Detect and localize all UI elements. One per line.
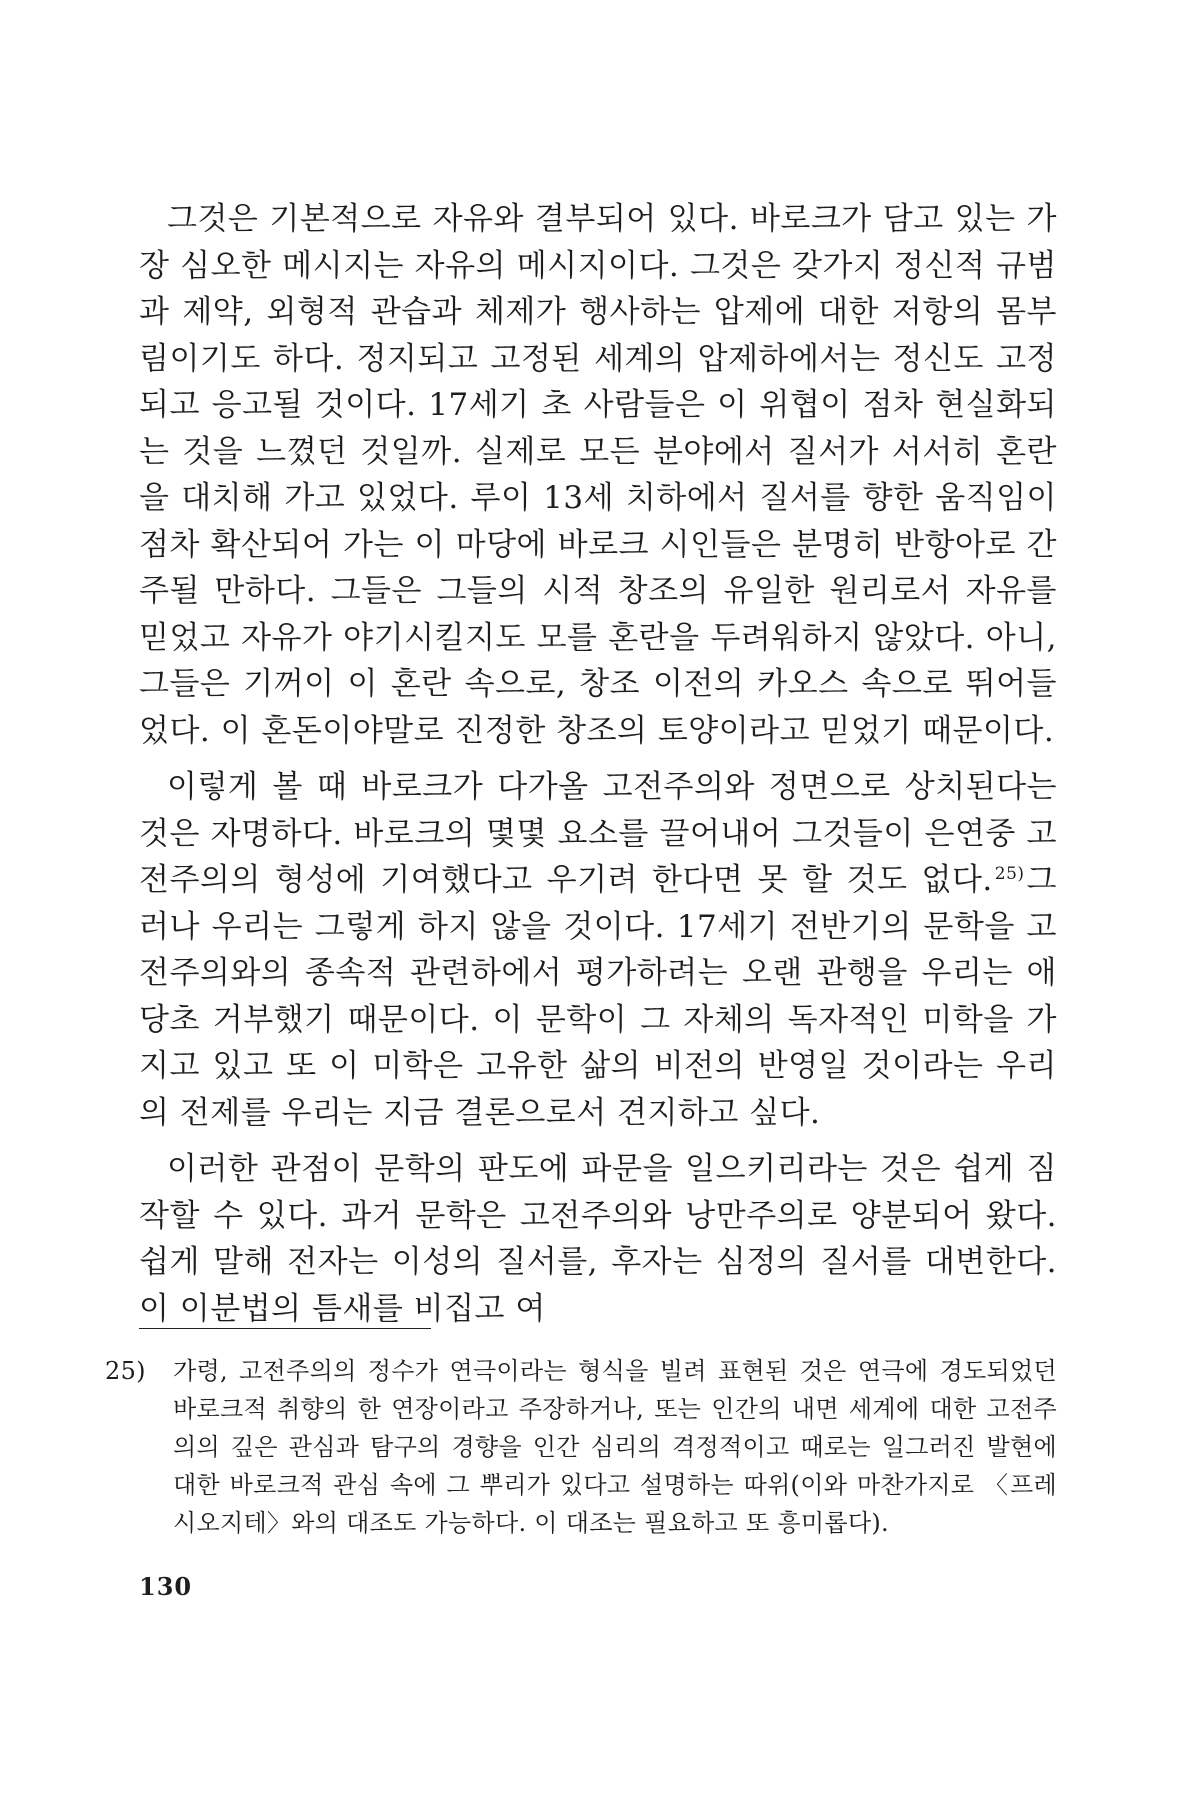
footnote-number: 25) bbox=[105, 1357, 146, 1385]
paragraph-2-after-ref: 그러나 우리는 그렇게 하지 않을 것이다. 17세기 전반기의 문학을 고전주의와의 종속적 관련하에서 평가하려는 오랜 관행을 우리는 애당초 거부했기 때문이다. 이 문학이 그 자체의 독자적인 미학을 가지고 있고 또 이 미학은 고유한 삶의 비전의 반영일 것이라는 우리의 전제를 우리는 지금 결론으로서 견지하고 싶다. bbox=[139, 862, 1057, 1131]
paragraph-2 bbox=[139, 764, 1057, 1136]
body-text bbox=[139, 196, 1057, 1342]
paragraph-3: 이러한 관점이 문학의 판도에 파문을 일으키리라는 것은 쉽게 짐작할 수 있다. 과거 문학은 고전주의와 낭만주의로 양분되어 왔다. 쉽게 말해 전자는 이성의 질서를, 후자는 심정의 질서를 대변한다. 이 이분법의 틈새를 비집고 여 bbox=[139, 1151, 1057, 1327]
footnote-divider bbox=[139, 1328, 431, 1329]
paragraph-2-before-ref: 이렇게 볼 때 바로크가 다가올 고전주의와 정면으로 상치된다는 것은 자명하다. 바로크의 몇몇 요소를 끌어내어 그것들이 은연중 고전주의의 형성에 기여했다고 우기려 한다면 못 할 것도 없다. bbox=[139, 769, 1057, 898]
footnote-text: 가령, 고전주의의 정수가 연극이라는 형식을 빌려 표현된 것은 연극에 경도되었던 바로크적 취향의 한 연장이라고 주장하거나, 또는 인간의 내면 세계에 대한 고전주의의 깊은 관심과 탐구의 경향을 인간 심리의 격정적이고 때로는 일그러진 발현에 대한 바로크적 관심 속에 그 뿌리가 있다고 설명하는 따위(이와 마찬가지로 〈프레시오지테〉와의 대조도 가능하다. 이 대조는 필요하고 또 흥미롭다). bbox=[173, 1357, 1057, 1537]
footnote-reference[interactable]: 25) bbox=[994, 863, 1025, 884]
footnote-body bbox=[105, 1352, 1057, 1542]
footnote bbox=[105, 1352, 1057, 1542]
paragraph-1: 그것은 기본적으로 자유와 결부되어 있다. 바로크가 담고 있는 가장 심오한 메시지는 자유의 메시지이다. 그것은 갖가지 정신적 규범과 제약, 외형적 관습과 체제가 행사하는 압제에 대한 저항의 몸부림이기도 하다. 정지되고 고정된 세계의 압제하에서는 정신도 고정되고 응고될 것이다. 17세기 초 사람들은 이 위협이 점차 현실화되는 것을 느꼈던 것일까. 실제로 모든 분야에서 질서가 서서히 혼란을 대치해 가고 있었다. 루이 13세 치하에서 질서를 향한 움직임이 점차 확산되어 가는 이 마당에 바로크 시인들은 분명히 반항아로 간주될 만하다. 그들은 그들의 시적 창조의 유일한 원리로서 자유를 믿었고 자유가 야기시킬지도 모를 혼란을 두려워하지 않았다. 아니, 그들은 기꺼이 이 혼란 속으로, 창조 이전의 카오스 속으로 뛰어들었다. 이 혼돈이야말로 진정한 창조의 토양이라고 믿었기 때문이다. bbox=[139, 201, 1057, 749]
page-number: 130 bbox=[139, 1572, 193, 1601]
